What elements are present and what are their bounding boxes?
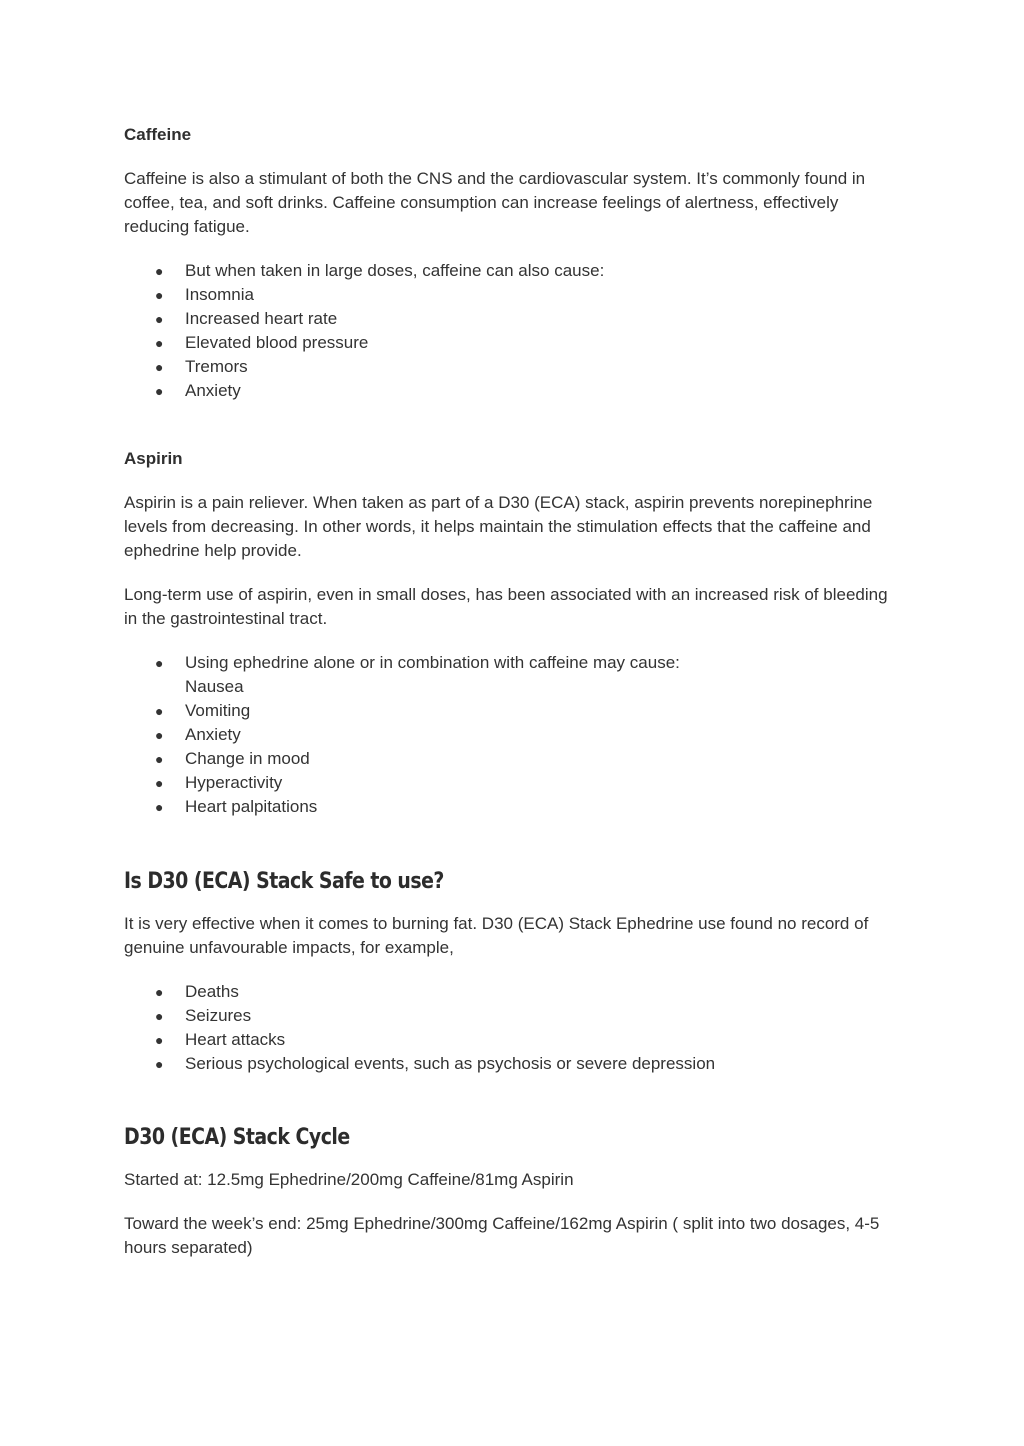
list-item: ● Increased heart rate xyxy=(124,307,904,331)
bullet-icon: ● xyxy=(155,1056,164,1072)
list-item: ● Tremors xyxy=(124,355,904,379)
bullet-icon: ● xyxy=(155,263,164,279)
bullet-icon: ● xyxy=(155,383,164,399)
caffeine-effects-list xyxy=(124,259,904,403)
list-item: ● Anxiety xyxy=(124,379,904,403)
bullet-icon: ● xyxy=(155,727,164,743)
list-item: ● Hyperactivity xyxy=(124,771,904,795)
list-item: ● But when taken in large doses, caffeine can also cause: xyxy=(124,259,904,283)
list-item: ● Anxiety xyxy=(124,723,904,747)
list-item: ● Change in mood xyxy=(124,747,904,771)
safety-events-list xyxy=(124,980,904,1076)
bullet-icon: ● xyxy=(155,359,164,375)
caffeine-paragraph: Caffeine is also a stimulant of both the CNS and the cardiovascular system. It’s commonly found in coffee, tea, and soft drinks. Caffeine consumption can increase feelings of alertness, effectively reducing fatigue. xyxy=(124,169,866,236)
bullet-icon: ● xyxy=(155,984,164,1000)
list-item: ● Seizures xyxy=(124,1004,904,1028)
list-item: ● Heart attacks xyxy=(124,1028,904,1052)
list-item: ● Using ephedrine alone or in combination with caffeine may cause: Nausea xyxy=(155,653,680,696)
bullet-icon: ● xyxy=(155,335,164,351)
list-item: ● Serious psychological events, such as psychosis or severe depression xyxy=(124,1052,904,1076)
aspirin-heading: Aspirin xyxy=(124,449,183,468)
cycle-paragraph-1: Started at: 12.5mg Ephedrine/200mg Caffeine/81mg Aspirin xyxy=(124,1170,574,1189)
bullet-icon: ● xyxy=(155,799,164,815)
document-content xyxy=(124,123,904,1260)
bullet-icon: ● xyxy=(155,775,164,791)
bullet-icon: ● xyxy=(155,1008,164,1024)
bullet-icon: ● xyxy=(155,751,164,767)
bullet-icon: ● xyxy=(155,655,164,671)
ephedrine-effects-list xyxy=(124,651,904,819)
list-item: ● Elevated blood pressure xyxy=(124,331,904,355)
bullet-icon: ● xyxy=(155,703,164,719)
list-item: ● Insomnia xyxy=(124,283,904,307)
list-item: ● Heart palpitations xyxy=(124,795,904,819)
bullet-icon: ● xyxy=(155,287,164,303)
safety-heading: Is D30 (ECA) Stack Safe to use? xyxy=(124,869,444,894)
aspirin-paragraph-1: Aspirin is a pain reliever. When taken as part of a D30 (ECA) stack, aspirin prevents norepinephrine levels from decreasing. In other words, it helps maintain the stimulation effects that the caffeine and ephedrine help provide. xyxy=(124,493,873,560)
cycle-paragraph-2: Toward the week’s end: 25mg Ephedrine/300mg Caffeine/162mg Aspirin ( split into two dosages, 4-5 hours separated) xyxy=(124,1214,880,1257)
cycle-heading: D30 (ECA) Stack Cycle xyxy=(124,1125,350,1150)
caffeine-heading: Caffeine xyxy=(124,125,192,144)
list-item: ● Vomiting xyxy=(124,699,904,723)
bullet-icon: ● xyxy=(155,1032,164,1048)
safety-paragraph: It is very effective when it comes to burning fat. D30 (ECA) Stack Ephedrine use found no record of genuine unfavourable impacts, for example, xyxy=(124,914,869,957)
aspirin-paragraph-2: Long-term use of aspirin, even in small doses, has been associated with an increased risk of bleeding in the gastrointestinal tract. xyxy=(124,585,888,628)
list-item: ● Deaths xyxy=(124,980,904,1004)
bullet-icon: ● xyxy=(155,311,164,327)
